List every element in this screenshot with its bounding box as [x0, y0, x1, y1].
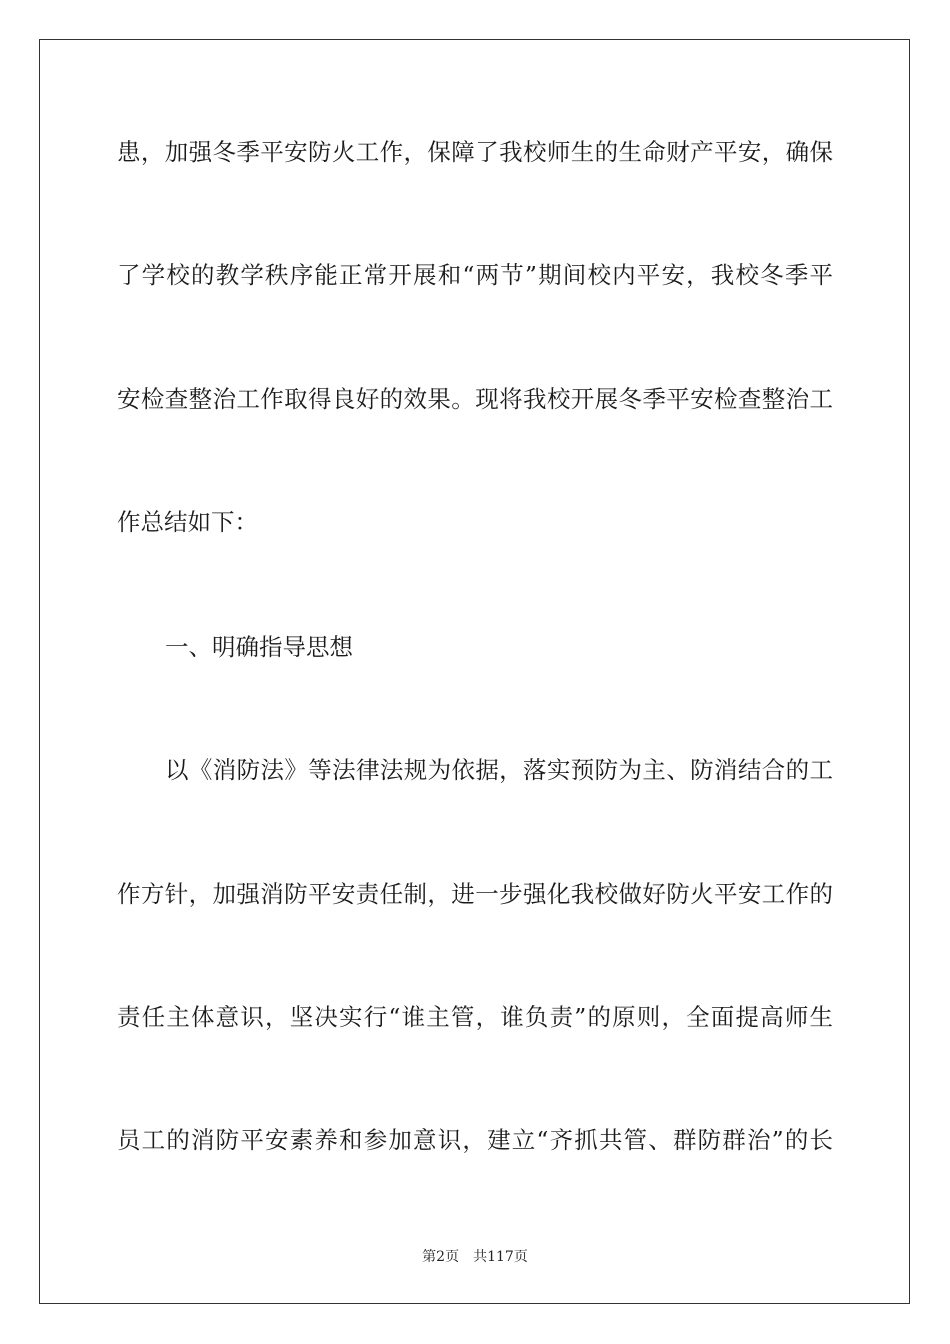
body-line-paragraph-end: 作总结如下：	[117, 508, 258, 536]
body-line-paragraph-start: 以《消防法》等法律法规为依据，落实预防为主、防消结合的工	[165, 756, 833, 784]
body-line: 患，加强冬季平安防火工作，保障了我校师生的生命财产平安，确保	[117, 138, 833, 166]
section-heading: 一、明确指导思想	[165, 633, 353, 661]
body-line: 员工的消防平安素养和参加意识，建立“齐抓共管、群防群治”的长	[117, 1126, 833, 1154]
body-line: 作方针，加强消防平安责任制，进一步强化我校做好防火平安工作的	[117, 880, 833, 908]
body-line: 了学校的教学秩序能正常开展和“两节”期间校内平安，我校冬季平	[117, 261, 833, 289]
body-line: 安检查整治工作取得良好的效果。现将我校开展冬季平安检查整治工	[117, 385, 833, 413]
total-pages: 共117页	[473, 1249, 528, 1265]
body-line: 责任主体意识，坚决实行“谁主管，谁负责”的原则，全面提高师生	[117, 1003, 833, 1031]
page-border	[39, 39, 910, 1304]
page-number: 第2页	[422, 1249, 460, 1265]
page-footer	[0, 1248, 950, 1266]
